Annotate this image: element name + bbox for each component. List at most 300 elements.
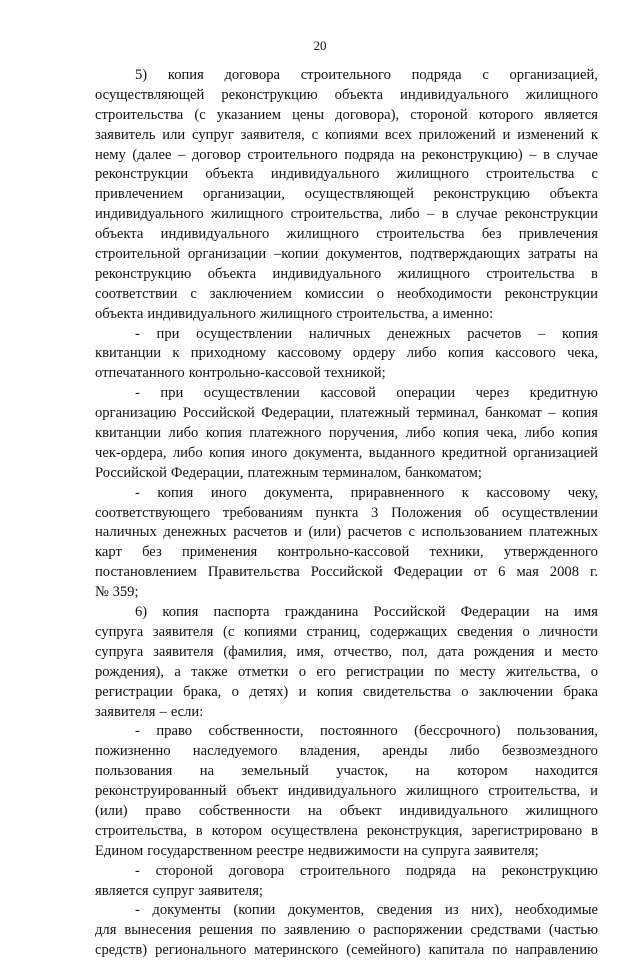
text-word: зарегистрировано	[471, 822, 583, 839]
text-word: имя	[574, 604, 598, 621]
text-line	[95, 185, 598, 205]
text-word: жилищного	[286, 226, 359, 243]
text-word: Едином	[95, 842, 144, 859]
text-word: жилищного	[259, 305, 333, 322]
text-word: (бессрочного)	[414, 723, 501, 740]
text-word: наследуемого	[192, 743, 278, 760]
text-line	[95, 643, 598, 663]
text-word: привлечения	[518, 226, 598, 243]
text-word: отчество,	[333, 643, 392, 660]
text-word: чека,	[567, 345, 598, 362]
text-word: о	[522, 623, 530, 640]
text-word: направлению	[515, 942, 598, 959]
text-word: по	[260, 922, 277, 939]
text-word: решения	[199, 922, 253, 939]
text-word: к	[590, 126, 598, 143]
text-word: организацией,	[509, 67, 598, 83]
text-word: о	[231, 683, 239, 700]
text-word: соответствии	[95, 285, 178, 302]
text-line	[95, 742, 598, 762]
text-word: кассовой	[320, 385, 376, 402]
text-word: индивидуального	[95, 206, 204, 223]
text-word: на	[400, 146, 416, 163]
text-word: личности	[539, 623, 598, 640]
text-word: чек-ордера,	[95, 444, 167, 461]
text-word: организации	[187, 246, 267, 263]
text-word: Правительства	[207, 564, 300, 581]
text-word: ордеру	[352, 345, 396, 362]
text-word: капитала	[428, 942, 485, 959]
text-word: а	[174, 663, 181, 680]
text-word: платежный	[340, 405, 410, 422]
text-word: сведения	[376, 902, 433, 919]
text-word: терминал,	[416, 405, 479, 422]
text-word: осуществляющей	[304, 186, 414, 203]
text-word: жилищного	[406, 783, 479, 800]
text-word: (частью	[548, 922, 598, 939]
text-word: о	[590, 663, 598, 680]
text-word: котором	[457, 763, 508, 780]
text-word: Российской	[310, 564, 383, 581]
text-word: иного	[251, 444, 288, 461]
text-word: Российской	[182, 405, 255, 422]
text-word: также	[191, 663, 228, 680]
text-word: в	[591, 265, 598, 282]
text-word: квитанции	[95, 345, 162, 362]
text-word: либо	[172, 444, 203, 461]
text-word: договора),	[335, 106, 400, 123]
text-word: при	[156, 325, 180, 342]
text-word: для	[95, 922, 117, 939]
text-word: на	[307, 802, 323, 819]
text-word: строительства,	[488, 783, 581, 800]
text-word: Положения	[391, 504, 462, 521]
text-word: организацией	[513, 444, 598, 461]
text-word: всех	[384, 126, 412, 143]
text-word: приложений	[418, 126, 496, 143]
text-word: Федерации,	[170, 464, 244, 481]
text-word: объекта	[95, 305, 144, 322]
text-word: и	[294, 524, 302, 541]
text-word: документа,	[264, 484, 334, 501]
text-word: –	[427, 206, 435, 223]
text-word: кассового	[495, 345, 556, 362]
text-word: (фамилия,	[223, 643, 287, 660]
text-word: собственности	[198, 802, 291, 819]
text-word: об	[474, 504, 490, 521]
text-word: кассовому	[277, 345, 342, 362]
text-word: отпечатанного	[95, 365, 185, 382]
text-line	[95, 364, 598, 384]
text-word: Федерации	[393, 564, 463, 581]
text-line	[95, 583, 598, 603]
text-word: строительства	[95, 106, 184, 123]
text-line	[95, 384, 598, 404]
text-word: заявителя	[153, 643, 214, 660]
text-word: строительства	[486, 265, 575, 282]
text-word: на	[583, 246, 598, 263]
text-word: которого	[478, 106, 534, 123]
text-line	[95, 106, 598, 126]
text-word: необходимости	[396, 285, 492, 302]
text-line	[95, 623, 598, 643]
text-word: пожизненно	[95, 743, 171, 760]
text-word: заявителя	[95, 703, 156, 720]
text-word: –	[178, 146, 186, 163]
text-word: -	[135, 484, 140, 501]
text-word: расчетов	[233, 524, 288, 541]
text-word: -	[135, 862, 140, 879]
text-word: использованием	[421, 524, 523, 541]
text-word: место	[561, 643, 598, 660]
text-line	[95, 86, 598, 106]
text-word: пользования	[95, 763, 173, 780]
text-word: и	[590, 783, 598, 800]
text-line	[95, 663, 598, 683]
text-word: квитанции	[95, 425, 162, 442]
text-word: брака,	[183, 683, 222, 700]
text-word: о	[376, 285, 385, 302]
text-word: копия	[167, 67, 204, 83]
text-word: № 359;	[95, 584, 139, 601]
text-word: контрольно-кассовой	[277, 544, 410, 561]
text-word: –	[548, 405, 556, 422]
text-word: строительства	[486, 166, 575, 183]
text-line	[95, 603, 598, 623]
text-word: по	[492, 942, 508, 959]
text-word: распоряжении	[373, 922, 463, 939]
text-word: с	[482, 67, 489, 83]
text-word: в	[591, 822, 598, 839]
text-word: договора	[224, 67, 281, 83]
text-word: вынесения	[124, 922, 192, 939]
text-line	[95, 146, 598, 166]
text-word: стороной	[410, 106, 468, 123]
text-word: пол,	[401, 643, 428, 660]
document-body	[95, 66, 598, 961]
text-word: строительного	[299, 862, 391, 879]
text-word: заявитель	[95, 126, 156, 143]
text-word: супруга	[95, 643, 144, 660]
text-word: недвижимости	[307, 842, 400, 859]
text-line	[95, 126, 598, 146]
text-word: копия	[209, 444, 245, 461]
text-word: свидетельства	[363, 683, 451, 700]
text-word: Федерации,	[261, 405, 334, 422]
text-word: находится	[535, 763, 598, 780]
text-word: реконструкцию	[433, 186, 530, 203]
text-word: чека,	[486, 425, 518, 442]
text-word: копиями	[243, 623, 297, 640]
text-word: (или)	[95, 802, 128, 819]
text-word: организации,	[202, 186, 285, 203]
text-word: индивидуального	[270, 166, 380, 183]
text-word: –	[159, 703, 167, 720]
text-word: от	[473, 564, 488, 581]
text-line	[95, 265, 598, 285]
text-word: указанием	[216, 106, 282, 123]
text-word: 6	[498, 564, 506, 581]
text-line	[95, 66, 598, 86]
text-word: заявителя;	[198, 882, 263, 899]
text-word: с	[408, 524, 416, 541]
text-word: паспорта	[213, 604, 270, 621]
text-word: кредитной	[441, 444, 507, 461]
text-word: либо	[524, 425, 555, 442]
text-word: жилищного	[396, 166, 469, 183]
text-line	[95, 285, 598, 305]
text-word: индивидуального	[147, 305, 256, 322]
text-line	[95, 563, 598, 583]
text-word: копиями	[325, 126, 379, 143]
text-word: регистрации	[346, 663, 424, 680]
text-line	[95, 901, 598, 921]
text-word: реконструкции	[504, 285, 598, 302]
text-word: (или)	[308, 524, 342, 541]
text-line	[95, 165, 598, 185]
text-word: контрольно-кассовой	[188, 365, 321, 382]
text-word: (с	[222, 623, 235, 640]
text-word: и	[298, 683, 307, 700]
text-word: документов,	[326, 246, 403, 263]
text-word: Российской	[95, 464, 167, 481]
text-word: (семейного)	[346, 942, 421, 959]
text-word: на	[403, 842, 418, 859]
text-word: рождения	[473, 643, 535, 660]
text-word: 6)	[135, 604, 148, 621]
text-line	[95, 862, 598, 882]
text-word: при	[160, 385, 184, 402]
text-word: -	[135, 325, 140, 342]
text-word: осуществлении	[196, 325, 293, 342]
text-word: супруга	[95, 623, 144, 640]
text-word: организацию	[95, 405, 177, 422]
text-word: индивидуального	[400, 86, 509, 103]
text-word: с	[591, 166, 598, 183]
text-word: брака	[563, 683, 598, 700]
text-word: строительства	[376, 226, 465, 243]
text-word: договора	[228, 862, 285, 879]
text-line	[95, 444, 598, 464]
text-line	[95, 842, 598, 862]
text-word: 3	[371, 504, 379, 521]
text-word: заявителя,	[240, 126, 305, 143]
text-word: право	[156, 723, 193, 740]
text-word: аренды	[382, 743, 428, 760]
text-word: его	[316, 663, 336, 680]
text-word: 2008	[549, 564, 579, 581]
text-word: приравненного	[350, 484, 445, 501]
text-word: через	[475, 385, 510, 402]
text-word: цены	[292, 106, 325, 123]
text-word: строительной	[95, 246, 181, 263]
text-word: либо	[168, 425, 199, 442]
text-word: пункта	[315, 504, 359, 521]
text-word: операции	[396, 385, 456, 402]
text-word: денежных	[387, 325, 451, 342]
text-word: или	[162, 126, 186, 143]
text-word: наличных	[95, 524, 157, 541]
text-word: (с	[194, 106, 206, 123]
text-word: индивидуального	[272, 265, 382, 282]
text-word: -	[135, 723, 140, 740]
text-word: материнского	[254, 942, 339, 959]
text-word: платежным	[247, 464, 319, 481]
text-word: (копии	[233, 902, 276, 919]
text-word: применения	[181, 544, 258, 561]
text-word: на	[199, 763, 215, 780]
text-word: постановлением	[95, 564, 197, 581]
text-word: поручения,	[328, 425, 399, 442]
text-word: в	[441, 206, 449, 223]
text-line	[95, 325, 598, 345]
page-number: 20	[313, 38, 327, 53]
text-word: выданного	[368, 444, 436, 461]
text-word: право	[145, 802, 182, 819]
text-word: реконструкцию	[501, 862, 598, 879]
text-word: к	[172, 345, 180, 362]
text-word: объекта	[207, 265, 257, 282]
text-word: копия	[162, 604, 199, 621]
text-word: либо	[405, 425, 436, 442]
text-word: -	[135, 902, 140, 919]
text-word: регионального	[155, 942, 247, 959]
text-word: случае	[456, 206, 498, 223]
text-line	[95, 504, 598, 524]
text-word: строительства,	[95, 822, 187, 839]
text-word: -	[135, 385, 140, 402]
text-word: реконструкцию)	[421, 146, 523, 163]
text-word: на	[415, 763, 430, 780]
text-word: расчетов	[347, 524, 402, 541]
text-word: банкомат	[485, 405, 542, 422]
text-word: владения,	[299, 743, 361, 760]
text-word: необходимые	[515, 902, 598, 919]
text-word: жилищного	[525, 802, 598, 819]
text-line	[95, 523, 598, 543]
text-word: комиссии	[304, 285, 364, 302]
text-word: объекта	[334, 86, 383, 103]
text-word: средствами	[470, 922, 541, 939]
text-word: реконструкция,	[366, 822, 463, 839]
text-word: кассовому	[486, 484, 551, 501]
text-word: изменений	[517, 126, 585, 143]
text-line	[95, 305, 598, 325]
text-word: утвержденного	[503, 544, 598, 561]
text-line	[95, 464, 598, 484]
text-word: объект	[339, 802, 382, 819]
text-word: реконструкцию	[95, 265, 192, 282]
text-word: чеку,	[567, 484, 598, 501]
text-word: техники,	[429, 544, 484, 561]
text-word: строительства,	[290, 206, 383, 223]
text-word: без	[481, 226, 502, 243]
text-word: банкоматом;	[405, 464, 482, 481]
text-word: строительства,	[336, 305, 429, 322]
text-word: заключении	[478, 683, 554, 700]
text-word: строительного	[300, 67, 391, 83]
text-word: гражданина	[284, 604, 359, 621]
text-word: сведения	[457, 623, 513, 640]
text-word: заявителя;	[474, 842, 539, 859]
text-word: либо	[406, 345, 437, 362]
text-line	[95, 882, 598, 902]
text-word: копия	[205, 425, 242, 442]
text-word: регистрации	[95, 683, 173, 700]
text-word: 5)	[135, 67, 148, 83]
text-word: Федерации	[460, 604, 530, 621]
text-word: супруг	[152, 882, 195, 899]
text-word: затраты	[527, 246, 576, 263]
text-word: –копии	[273, 246, 319, 263]
text-word: о	[357, 922, 366, 939]
text-word: пользования,	[516, 723, 598, 740]
text-line	[95, 424, 598, 444]
text-word: заявлению	[284, 922, 350, 939]
text-word: и	[502, 126, 511, 143]
text-word: наличных	[308, 325, 371, 342]
text-word: привлечением	[95, 186, 184, 203]
text-word: Российской	[373, 604, 446, 621]
text-line	[95, 822, 598, 842]
text-word: реконструкцию	[221, 86, 318, 103]
text-word: договор	[191, 146, 241, 163]
text-word: нему	[95, 146, 126, 163]
text-word: подряда	[344, 146, 395, 163]
text-word: дата	[437, 643, 465, 660]
text-word: о	[298, 663, 307, 680]
text-line	[95, 404, 598, 424]
text-word: содержащих	[370, 623, 448, 640]
text-word: терминалом,	[322, 464, 402, 481]
text-word: реконструированный	[95, 783, 227, 800]
text-word: приходному	[190, 345, 267, 362]
text-word: подряда	[411, 67, 462, 83]
text-word: из	[445, 902, 459, 919]
text-word: к	[461, 484, 469, 501]
text-word: копия	[562, 405, 598, 422]
text-word: реконструкции	[504, 206, 598, 223]
text-word: без	[142, 544, 162, 561]
text-word: –	[529, 146, 537, 163]
text-word: собственности,	[208, 723, 304, 740]
text-word: осуществлении	[501, 504, 598, 521]
text-word: соответствующего	[95, 504, 211, 521]
text-word: документы	[152, 902, 221, 919]
text-word: документов,	[287, 902, 365, 919]
text-word: имя,	[296, 643, 324, 660]
text-word: жилищного	[211, 206, 284, 223]
text-word: копия	[561, 325, 598, 342]
text-word: жилищного	[397, 265, 470, 282]
text-word: является	[95, 882, 149, 899]
text-word: является	[544, 106, 598, 123]
text-word: либо	[449, 743, 480, 760]
text-word: детях)	[249, 683, 289, 700]
text-word: платежных	[528, 524, 598, 541]
text-word: а	[432, 305, 439, 322]
text-word: реестре	[256, 842, 304, 859]
text-word: карт	[95, 544, 122, 561]
text-word: о	[461, 683, 469, 700]
text-word: подтверждающих	[409, 246, 521, 263]
text-word: копия	[157, 484, 194, 501]
text-word: г.	[590, 564, 598, 581]
text-word: осуществлении	[203, 385, 300, 402]
text-word: индивидуального	[287, 783, 397, 800]
text-word: копия	[316, 683, 353, 700]
text-word: объекта	[205, 166, 254, 183]
